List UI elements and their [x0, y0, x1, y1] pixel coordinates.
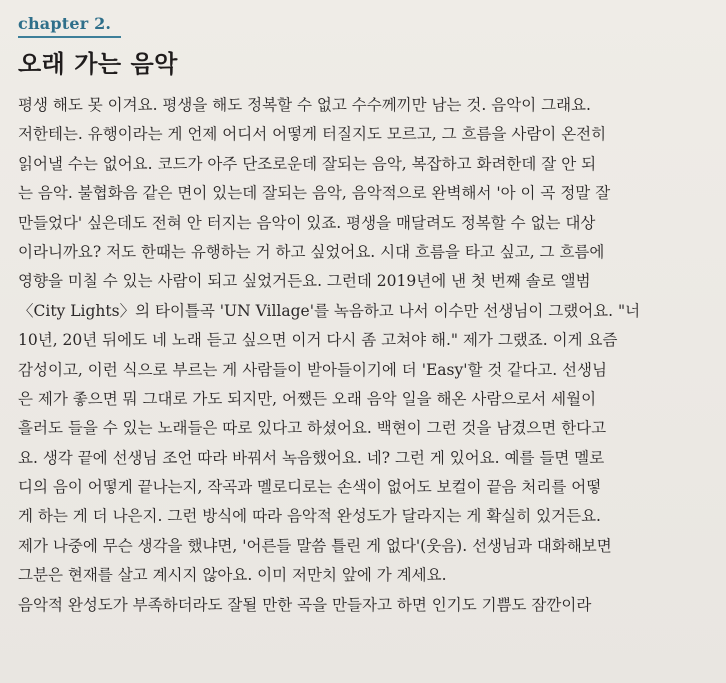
- section-title: 오래 가는 음악: [18, 50, 178, 78]
- body-line: 는 음악. 불협화음 같은 면이 있는데 잘되는 음악, 음악적으로 완벽해서 '아 이 곡 정말 잘: [18, 184, 611, 203]
- body-line: 10년, 20년 뒤에도 네 노래 듣고 싶으면 이거 다시 좀 고쳐야 해." 제가 그랬죠. 이게 요즘: [18, 331, 618, 350]
- body-line: 흘러도 들을 수 있는 노래들은 따로 있다고 하셨어요. 백현이 그런 것을 남겼으면 한다고: [18, 419, 607, 438]
- body-line: 만들었다' 싶은데도 전혀 안 터지는 음악이 있죠. 평생을 매달려도 정복할 수 없는 대상: [18, 213, 596, 232]
- body-line: 그분은 현재를 살고 계시지 않아요. 이미 저만치 앞에 가 계세요.: [18, 566, 447, 585]
- body-line: 디의 음이 어떻게 끝나는지, 작곡과 멜로디로는 손색이 없어도 보컬이 끝음 처리를 어떻: [18, 478, 602, 497]
- body-line: 이라니까요? 저도 한때는 유행하는 거 하고 싶었어요. 시대 흐름을 타고 싶고, 그 흐름에: [18, 242, 605, 261]
- chapter-underline: [18, 36, 121, 38]
- body-line: 〈City Lights〉의 타이틀곡 'UN Village'를 녹음하고 나서 이수만 선생님이 그랬어요. "너: [18, 301, 641, 320]
- body-text: [18, 91, 718, 620]
- body-line: 평생 해도 못 이겨요. 평생을 해도 정복할 수 없고 수수께끼만 남는 것. 음악이 그래요.: [18, 96, 591, 114]
- body-line: 게 하는 게 더 나은지. 그런 방식에 따라 음악적 완성도가 달라지는 게 확실히 있거든요.: [18, 507, 601, 526]
- body-line: 저한테는. 유행이라는 게 언제 어디서 어떻게 터질지도 모르고, 그 흐름을 사람이 온전히: [18, 125, 607, 144]
- body-line: 음악적 완성도가 부족하더라도 잘될 만한 곡을 만들자고 하면 인기도 기쁨도 잠깐이라: [18, 595, 592, 614]
- chapter-label: chapter 2.: [18, 14, 112, 33]
- body-line: 은 제가 좋으면 뭐 그대로 가도 되지만, 어쨌든 오래 음악 일을 해온 사람으로서 세월이: [18, 389, 597, 408]
- body-line: 요. 생각 끝에 선생님 조언 따라 바꿔서 녹음했어요. 네? 그런 게 있어요. 예를 들면 멜로: [18, 448, 605, 467]
- body-line: 제가 나중에 무슨 생각을 했냐면, '어른들 말씀 틀린 게 없다'(웃음). 선생님과 대화해보면: [18, 536, 612, 555]
- body-line: 영향을 미칠 수 있는 사람이 되고 싶었거든요. 그런데 2019년에 낸 첫 번째 솔로 앨범: [18, 272, 591, 291]
- body-line: 읽어낼 수는 없어요. 코드가 아주 단조로운데 잘되는 음악, 복잡하고 화려한데 잘 안 되: [18, 154, 597, 173]
- body-line: 감성이고, 이런 식으로 부르는 게 사람들이 받아들이기에 더 'Easy'할 것 같다고. 선생님: [18, 360, 607, 379]
